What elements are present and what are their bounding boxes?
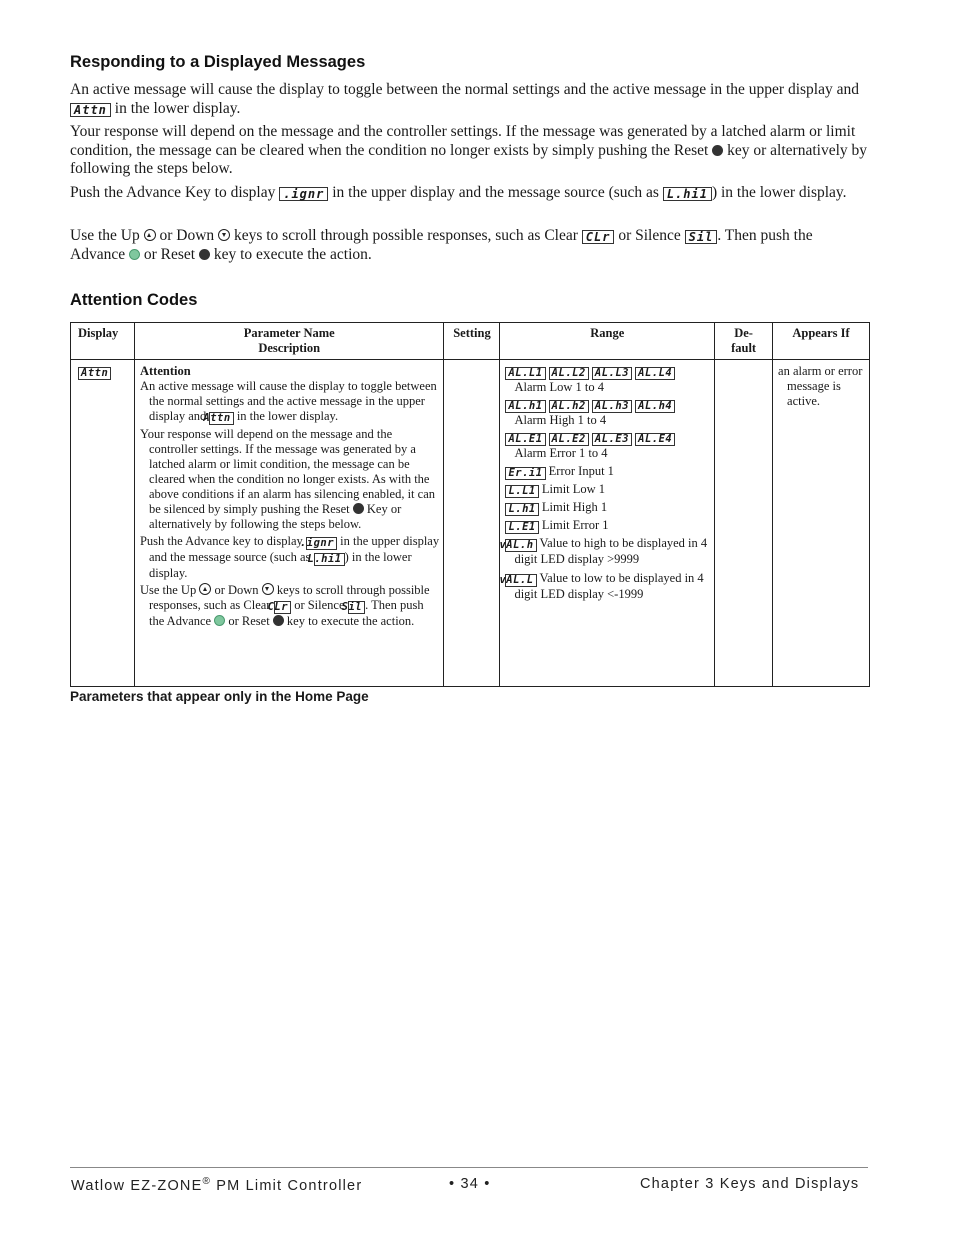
header-range: Range: [500, 323, 715, 360]
text: in the lower display.: [114, 99, 241, 117]
text: Use the Up: [70, 227, 140, 244]
text: keys to scroll through possible responses, such as Clear: [233, 227, 578, 244]
value-high-code: vAL.h: [505, 539, 536, 552]
attn-display-code: Attn: [78, 367, 111, 380]
paragraph-use-keys: [70, 227, 870, 264]
reset-key-icon: [273, 615, 284, 626]
desc-paragraph-2: [140, 427, 440, 532]
ignr-display-code: .ignr: [306, 537, 337, 550]
range-item: [505, 482, 710, 498]
up-key-icon: [144, 229, 156, 241]
alarm-error-4-code: AL.E4: [635, 433, 675, 446]
header-default-l2: fault: [731, 341, 757, 355]
reset-key-icon: [712, 145, 723, 156]
text: or Down: [214, 583, 259, 597]
limit-low-code: L.L1: [505, 485, 538, 498]
attn-display-code: Attn: [209, 412, 233, 425]
alarm-high-2-code: AL.h2: [549, 400, 589, 413]
cell-parameter: [134, 360, 444, 687]
alarm-low-1-code: AL.L1: [505, 367, 545, 380]
down-key-icon: [218, 229, 230, 241]
text: Push the Advance key to display: [139, 534, 303, 548]
limit-high-code: L.h1: [505, 503, 538, 516]
paragraph-advance: [70, 184, 870, 203]
alarm-high-3-code: AL.h3: [592, 400, 632, 413]
footer-divider: [70, 1167, 868, 1168]
cell-default: [715, 360, 773, 687]
alarm-low-4-code: AL.L4: [635, 367, 675, 380]
range-item-label: Limit High 1: [541, 500, 608, 514]
table-header-row: [71, 323, 870, 360]
attn-display-code: Attn: [70, 103, 111, 117]
section-heading-attention-codes: Attention Codes: [70, 291, 198, 309]
home-page-note: Parameters that appear only in the Home Page: [70, 689, 369, 704]
text: or Silence: [618, 227, 681, 244]
range-alarm-error-codes: [505, 430, 710, 446]
clear-display-code: CLr: [582, 230, 615, 244]
header-default-l1: De-: [734, 326, 753, 340]
clear-display-code: CLr: [274, 601, 291, 614]
header-description: Description: [258, 341, 321, 355]
range-alarm-high-label: Alarm High 1 to 4: [514, 413, 607, 427]
text: key or alternatively by following the steps below.: [70, 141, 868, 177]
header-parameter: [134, 323, 444, 360]
header-default: [715, 323, 773, 360]
footer-chapter: Chapter 3 Keys and Displays: [640, 1176, 860, 1192]
alarm-high-1-code: AL.h1: [505, 400, 545, 413]
advance-key-icon: [214, 615, 225, 626]
range-item-label: Value to low to be displayed in 4 digit LED display <-1999: [514, 571, 704, 601]
range-item: [505, 518, 710, 534]
text: keys to scroll through possible responses, such as Clear: [148, 583, 430, 612]
reset-key-icon: [353, 503, 364, 514]
paragraph-active-message: [70, 81, 870, 118]
range-alarm-low-codes: [505, 364, 710, 380]
range-alarm-low-label: Alarm Low 1 to 4: [514, 380, 605, 394]
cell-setting: [444, 360, 500, 687]
text: key to execute the action.: [286, 614, 415, 628]
text: Use the Up: [139, 583, 197, 597]
footer-product: [71, 1176, 362, 1194]
registered-mark: ®: [202, 1176, 212, 1187]
up-key-icon: [199, 583, 211, 595]
section-heading-responding: Responding to a Displayed Messages: [70, 53, 366, 71]
param-name: Attention: [139, 364, 191, 378]
alarm-error-2-code: AL.E2: [549, 433, 589, 446]
alarm-error-3-code: AL.E3: [592, 433, 632, 446]
desc-paragraph-3: [140, 534, 440, 581]
header-appears-if: Appears If: [773, 323, 870, 360]
alarm-low-2-code: AL.L2: [549, 367, 589, 380]
cell-appears-if: [773, 360, 870, 687]
reset-key-icon: [199, 249, 210, 260]
text: in the upper display and the message source (such as: [332, 184, 659, 201]
limit-error-code: L.E1: [505, 521, 538, 534]
header-setting: Setting: [444, 323, 500, 360]
cell-range: [500, 360, 715, 687]
text: Your response will depend on the message and the controller settings. If the message was generated by a latched alarm or limit condition, the message can be cleared when the condition no longer exists by simply pushing the Reset: [70, 123, 856, 159]
text: ) in the lower display.: [148, 550, 412, 580]
text: Key or alternatively by following the steps below.: [148, 502, 402, 531]
text: or Reset: [228, 614, 270, 628]
header-param-name: Parameter Name: [243, 326, 335, 340]
range-item-label: Error Input 1: [548, 464, 614, 478]
attention-codes-table: [70, 322, 870, 687]
ignr-display-code: .ignr: [279, 187, 328, 201]
footer-page-number: • 34 •: [449, 1176, 491, 1192]
silence-display-code: Sil: [348, 601, 365, 614]
alarm-high-4-code: AL.h4: [635, 400, 675, 413]
text: or Reset: [143, 245, 196, 263]
alarm-error-1-code: AL.E1: [505, 433, 545, 446]
range-alarm-high-codes: [505, 397, 710, 413]
text: Your response will depend on the message and the controller settings. If the message was generated by a latched alarm or limit condition, the message can be cleared when the condition no longer exists. As with the above conditions if an alarm has silencing enabled, it can be silenced by simply pushing the Reset: [139, 427, 435, 516]
text: in the upper display and the message source (such as: [148, 534, 440, 564]
text: . Then push the Advance: [70, 227, 813, 263]
error-input-code: Er.i1: [505, 467, 545, 480]
range-item: [505, 464, 710, 480]
range-value-low: [499, 571, 710, 602]
text: in the lower display.: [236, 409, 339, 423]
table-row: [71, 360, 870, 687]
range-item-label: Limit Error 1: [541, 518, 609, 532]
header-display: Display: [71, 323, 135, 360]
text: An active message will cause the display to toggle between the normal settings and the active message in the upper display and: [70, 81, 859, 98]
advance-key-icon: [129, 249, 140, 260]
footer-product-name: PM Limit Controller: [211, 1177, 363, 1194]
text: or Down: [159, 227, 215, 244]
desc-paragraph-4: [140, 583, 440, 629]
limit-high-display-code: L.hi1: [663, 187, 712, 201]
text: Push the Advance Key to display: [70, 184, 276, 201]
desc-paragraph-1: [140, 379, 440, 425]
down-key-icon: [262, 583, 274, 595]
text: ) in the lower display.: [711, 184, 847, 201]
value-low-code: vAL.L: [505, 574, 536, 587]
cell-display: [71, 360, 135, 687]
alarm-low-3-code: AL.L3: [592, 367, 632, 380]
paragraph-response: [70, 123, 870, 179]
appears-if-text: an alarm or error message is active.: [778, 364, 863, 408]
range-alarm-error-label: Alarm Error 1 to 4: [514, 446, 608, 460]
range-item-label: Value to high to be displayed in 4 digit LED display >9999: [514, 536, 708, 566]
text: . Then push the Advance: [148, 598, 424, 628]
text: An active message will cause the display to toggle between the normal settings and the active message in the upper display and: [139, 379, 437, 423]
silence-display-code: Sil: [685, 230, 718, 244]
range-item-label: Limit Low 1: [541, 482, 606, 496]
range-value-high: [499, 536, 710, 567]
text: or Silence: [294, 598, 345, 612]
text: key to execute the action.: [213, 245, 372, 263]
footer-brand: Watlow EZ-ZONE: [71, 1177, 203, 1194]
range-item: [505, 500, 710, 516]
limit-high-display-code: L.hi1: [314, 553, 345, 566]
